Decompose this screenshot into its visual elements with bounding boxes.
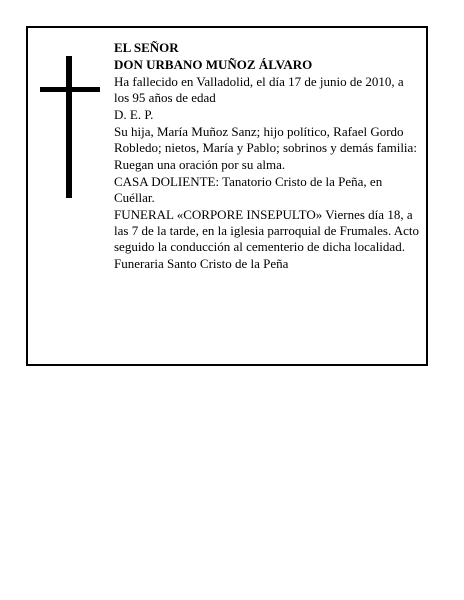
funeral-details: FUNERAL «CORPORE INSEPULTO» Viernes día 18, a las 7 de la tarde, en la iglesia parroquial de Frumales. Acto seguido la conducción al cementerio de dicha localidad.	[114, 207, 420, 254]
funeral-home: Funeraria Santo Cristo de la Peña	[114, 256, 289, 271]
cross-vertical-bar	[66, 56, 72, 198]
mourning-home: CASA DOLIENTE: Tanatorio Cristo de la Peña, en Cuéllar.	[114, 174, 383, 205]
cross-horizontal-bar	[40, 87, 100, 92]
obituary-notice	[26, 26, 428, 366]
cross-icon	[40, 56, 100, 198]
notice-text	[114, 40, 420, 273]
rip-line: D. E. P.	[114, 107, 154, 122]
death-announcement: Ha fallecido en Valladolid, el día 17 de junio de 2010, a los 95 años de edad	[114, 74, 404, 105]
notice-title-line2: DON URBANO MUÑOZ ÁLVARO	[114, 57, 313, 72]
family-members: Su hija, María Muñoz Sanz; hijo político, Rafael Gordo Robledo; nietos, María y Pablo; sobrinos y demás familia:	[114, 124, 417, 155]
prayer-request: Ruegan una oración por su alma.	[114, 157, 286, 172]
notice-title-line1: EL SEÑOR	[114, 40, 179, 55]
